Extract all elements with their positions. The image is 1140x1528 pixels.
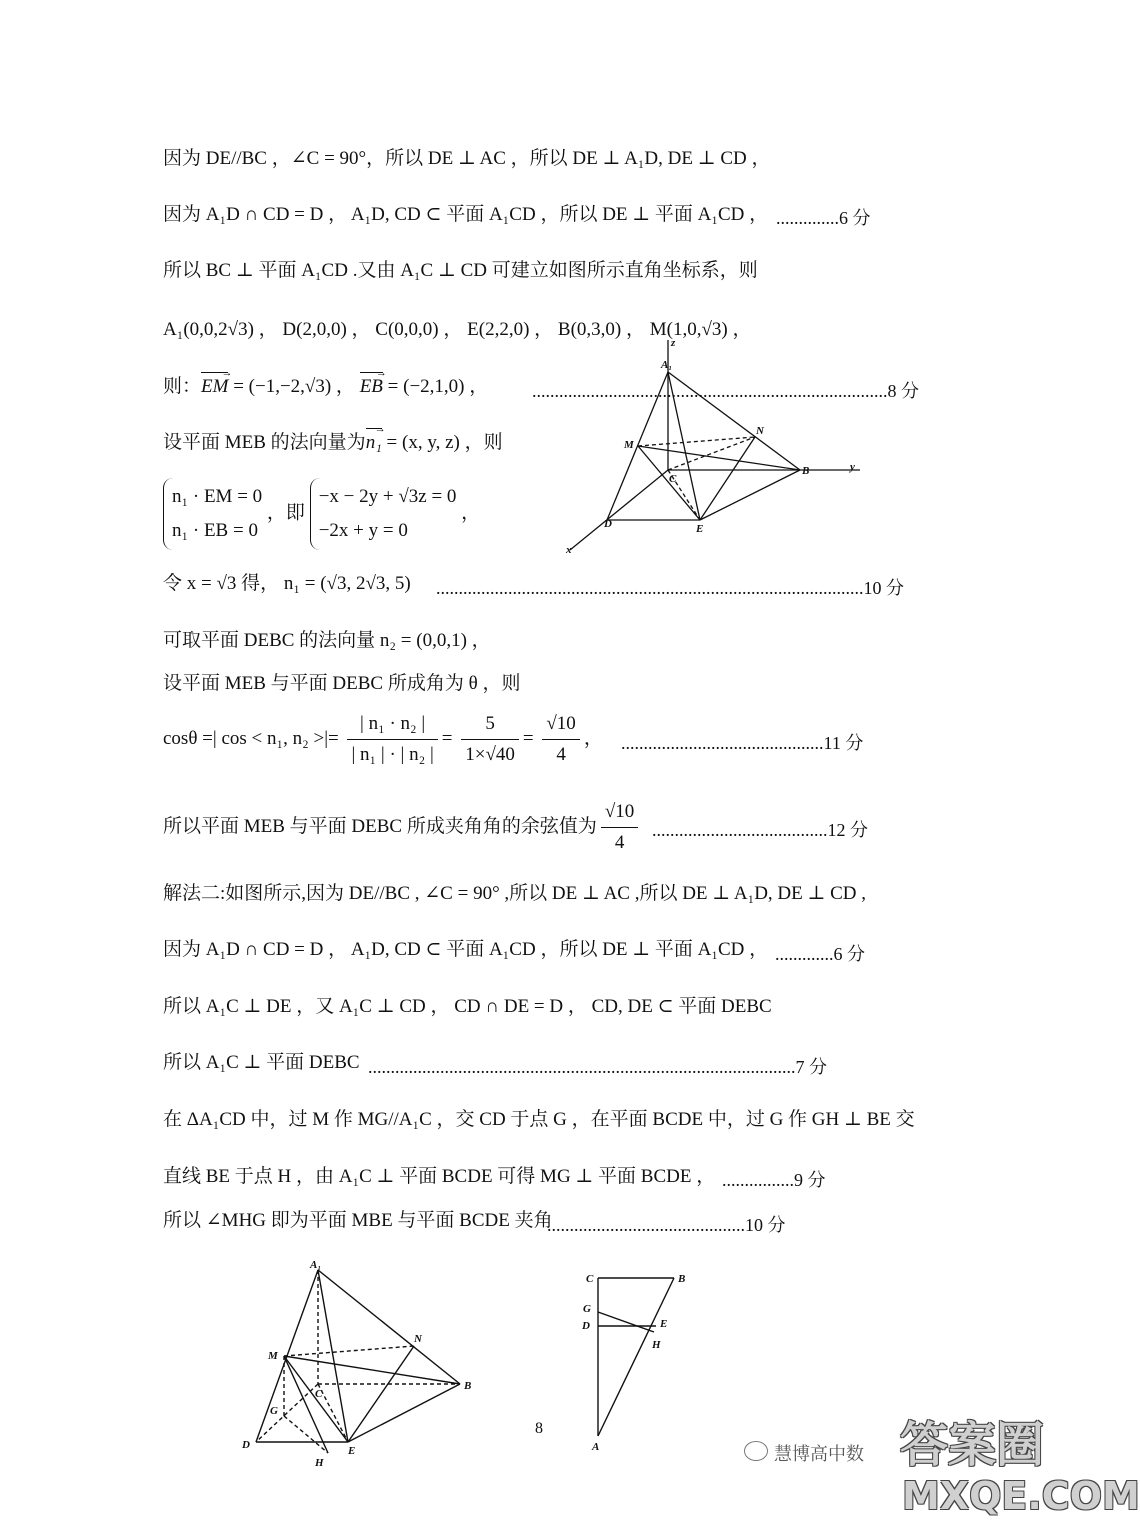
line-18: 直线 BE 于点 H ，由 A₁C ⊥ 平面 BCDE 可得 MG ⊥ 平面 BCDE ，	[163, 1166, 716, 1187]
line-6-normal-vector	[163, 430, 503, 456]
eq-2: n₁ · EB = 0	[172, 520, 258, 541]
system-left	[163, 478, 262, 550]
line-14: 因为 A₁D ∩ CD = D ， A₁D, CD ⊂ 平面 A₁CD ，所以 DE ⊥ 平面 A₁CD ，	[163, 939, 769, 960]
vector-em-value: = (−1,−2,√3) ，	[228, 376, 355, 397]
fraction-2-den: 1×√40	[465, 744, 515, 765]
label-n: N	[414, 1333, 422, 1345]
label-a1: A₁	[661, 359, 673, 371]
label-c: C	[315, 1388, 323, 1400]
label-e: E	[660, 1318, 668, 1330]
score-10-a: ...............................................................................................10 分	[436, 578, 904, 598]
fraction-answer	[601, 797, 638, 858]
line-5-prefix: 则：	[163, 376, 202, 397]
answer-num: √10	[601, 797, 638, 828]
line-1: 因为 DE//BC ，∠C = 90°，所以 DE ⊥ AC ，所以 DE ⊥ A₁D, DE ⊥ CD ，	[163, 148, 771, 169]
watermark-wechat-name: 慧博高中数	[774, 1444, 864, 1465]
line-16: 所以 A₁C ⊥ 平面 DEBC	[163, 1052, 360, 1073]
label-e: E	[696, 523, 704, 535]
label-z: z	[671, 337, 676, 349]
label-g: G	[583, 1303, 591, 1315]
label-c: C	[669, 473, 677, 485]
label-y: y	[850, 461, 855, 473]
label-c: C	[586, 1273, 594, 1285]
score-12: .......................................12 分	[652, 820, 868, 840]
answer-den: 4	[614, 832, 625, 853]
vector-eb: EB →	[360, 374, 383, 400]
cos-prefix: cosθ =| cos < n₁, n₂ >|=	[163, 727, 339, 749]
score-11: .............................................11 分	[621, 733, 864, 753]
watermark-logo: 答案圈	[900, 1417, 1045, 1473]
fraction-3	[542, 709, 579, 770]
fraction-1-num: | n₁ · n₂ |	[347, 709, 437, 740]
line-8: 令 x = √3 得， n₁ = (√3, 2√3, 5)	[163, 573, 411, 594]
wechat-icon	[744, 1441, 768, 1461]
line-15: 所以 A₁C ⊥ DE ，又 A₁C ⊥ CD ， CD ∩ DE = D ， CD, DE ⊂ 平面 DEBC	[163, 996, 772, 1017]
fraction-1-den: | n₁ | · | n₂ |	[351, 744, 434, 765]
fraction-3-den: 4	[556, 744, 566, 765]
score-9: ................9 分	[722, 1170, 826, 1190]
score-8: ...............................................................................8 分	[532, 381, 919, 401]
line-12-prefix: 所以平面 MEB 与平面 DEBC 所成夹角角的余弦值为	[163, 815, 597, 837]
label-a: A	[592, 1441, 600, 1453]
fraction-2	[461, 709, 519, 770]
line-6-suffix: = (x, y, z) ，则	[381, 432, 503, 453]
line-5-vectors	[163, 374, 488, 400]
line-17: 在 ΔA₁CD 中，过 M 作 MG//A₁C ，交 CD 于点 G ，在平面 BCDE 中，过 G 作 GH ⊥ BE 交	[163, 1109, 915, 1130]
vector-n1: n₁ →	[366, 430, 382, 456]
line-4-coordinates: A₁(0,0,2√3) ， D(2,0,0) ， C(0,0,0) ， E(2,2,0) ， B(0,3,0) ， M(1,0,√3) ，	[163, 319, 752, 340]
label-d: D	[582, 1320, 590, 1332]
label-h: H	[315, 1457, 324, 1469]
label-b: B	[678, 1273, 686, 1285]
line-11-end: ，	[583, 727, 603, 749]
line-12	[163, 797, 642, 858]
line-7-end: ，	[461, 502, 481, 524]
score-7: ...............................................................................................7 分	[368, 1057, 827, 1077]
label-n: N	[756, 425, 764, 437]
vector-eb-value: = (−2,1,0) ，	[382, 376, 489, 397]
label-d: D	[604, 518, 612, 530]
line-10: 设平面 MEB 与平面 DEBC 所成角为 θ ，则	[163, 673, 521, 694]
label-a1: A₁	[310, 1259, 322, 1271]
vector-em: EM →	[201, 374, 228, 400]
label-b: B	[464, 1380, 472, 1392]
label-e: E	[348, 1445, 356, 1457]
score-6-a: ..............6 分	[776, 208, 871, 228]
eq-3: −x − 2y + √3z = 0	[318, 486, 457, 507]
label-m: M	[624, 439, 634, 451]
page-number: 8	[535, 1420, 543, 1437]
label-x: x	[566, 544, 572, 556]
line-19: 所以 ∠MHG 即为平面 MBE 与平面 BCDE 夹角	[163, 1210, 553, 1231]
line-7-equation-system	[163, 478, 480, 550]
label-b: B	[802, 465, 810, 477]
figure-plane-section	[574, 1266, 704, 1476]
score-10-b: ............................................10 分	[547, 1215, 786, 1235]
label-m: M	[268, 1350, 278, 1362]
fraction-3-num: √10	[542, 709, 579, 740]
line-6-prefix: 设平面 MEB 的法向量为	[163, 432, 366, 453]
fraction-1	[347, 709, 437, 770]
system-right	[310, 478, 457, 550]
line-7-mid: ，即	[266, 502, 305, 524]
figure-pyramid-gh	[238, 1256, 478, 1471]
eq-1: n₁ · EM = 0	[172, 486, 263, 507]
figure-coordinate-pyramid	[560, 330, 870, 560]
line-13: 解法二:如图所示,因为 DE//BC , ∠C = 90° ,所以 DE ⊥ AC ,所以 DE ⊥ A₁D, DE ⊥ CD ,	[163, 883, 867, 904]
line-2: 因为 A₁D ∩ CD = D ， A₁D, CD ⊂ 平面 A₁CD ，所以 DE ⊥ 平面 A₁CD ，	[163, 204, 769, 225]
line-9: 可取平面 DEBC 的法向量 n₂ = (0,0,1) ，	[163, 630, 491, 651]
line-11-cosine: cosθ =| cos < n₁, n₂ >|= $\frac{\text{| n₁ · n₂ |}}{\text{| n₁ | · | n₂ |}}$ = $\frac{5}{1\times√40}$ = $\frac{√10}{4}$ ，	[163, 709, 603, 770]
score-6-b: .............6 分	[775, 944, 865, 964]
label-h: H	[652, 1339, 661, 1351]
label-g: G	[270, 1405, 278, 1417]
label-d: D	[242, 1439, 250, 1451]
line-3: 所以 BC ⊥ 平面 A₁CD .又由 A₁C ⊥ CD 可建立如图所示直角坐标系，则	[163, 260, 758, 281]
eq-4: −2x + y = 0	[318, 520, 408, 541]
watermark-url: MXQE.COM	[902, 1474, 1140, 1518]
fraction-2-num: 5	[461, 709, 519, 740]
